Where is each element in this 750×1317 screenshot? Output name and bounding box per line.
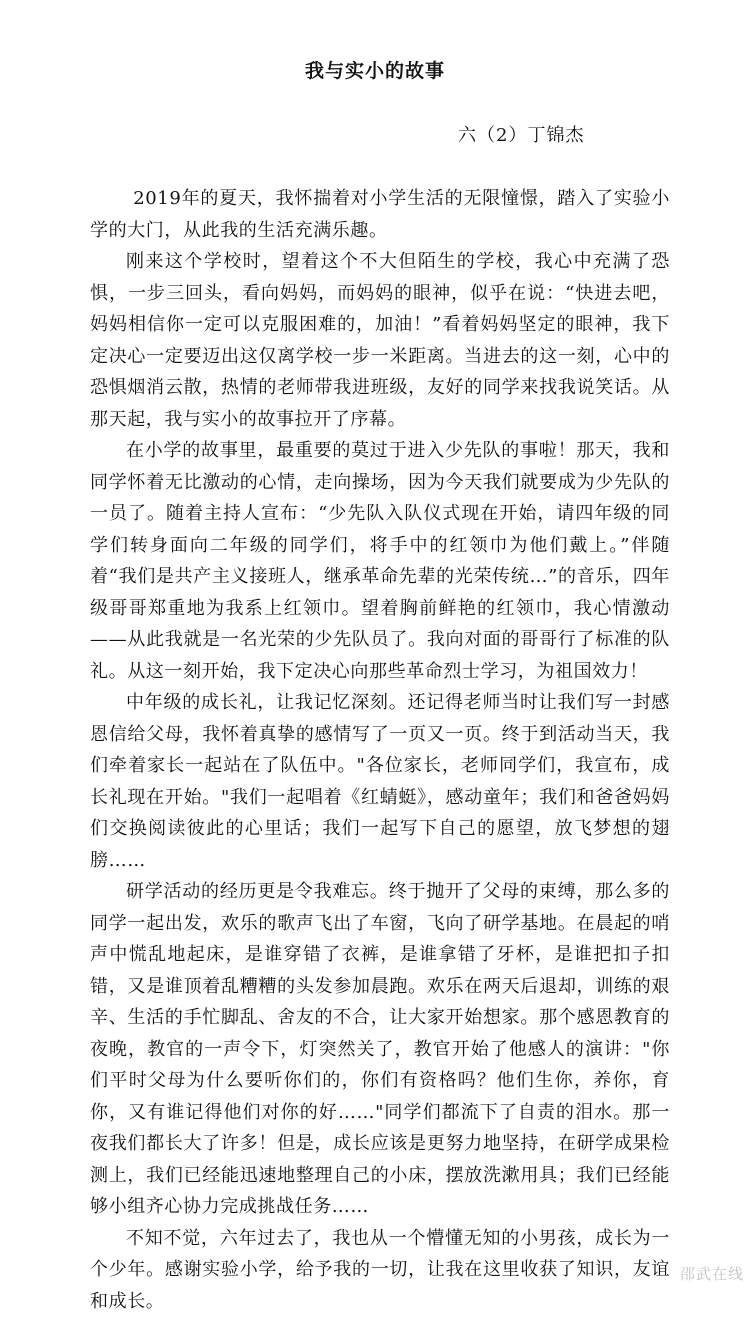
paragraph-5: 研学活动的经历更是令我难忘。终于抛开了父母的束缚，那么多的同学一起出发，欢乐的歌声飞出了车窗，飞向了研学基地。在晨起的哨声中慌乱地起床，是谁穿错了衣裤，是谁拿错了牙杯，是谁把扣子扣错，又是谁顶着乱糟糟的头发参加晨跑。欢乐在两天后退却，训练的艰辛、生活的手忙脚乱、舍友的不合，让大家开始想家。那个感恩教育的夜晚，教官的一声令下，灯突然关了，教官开始了他感人的演讲："你们平时父母为什么要听你们的，你们有资格吗？他们生你，养你，育你，又有谁记得他们对你的好……"同学们都流下了自责的泪水。那一夜我们都长大了许多！但是，成长应该是更努力地坚持，在研学成果检测上，我们已经能迅速地整理自己的小床，摆放洗漱用具；我们已经能够小组齐心协力完成挑战任务…… <box>90 876 670 1223</box>
author-line: 六（2）丁锦杰 <box>458 121 584 147</box>
paragraph-1: 2019年的夏天，我怀揣着对小学生活的无限憧憬，踏入了实验小学的大门，从此我的生活充满乐趣。 <box>90 183 670 246</box>
article-body <box>90 183 670 1317</box>
paragraph-3: 在小学的故事里，最重要的莫过于进入少先队的事啦！那天，我和同学怀着无比激动的心情，走向操场，因为今天我们就要成为少先队的一员了。随着主持人宣布：“少先队入队仪式现在开始，请四年级的同学们转身面向二年级的同学们，将手中的红领巾为他们戴上。”伴随着“我们是共产主义接班人，继承革命先辈的光荣传统…”的音乐，四年级哥哥郑重地为我系上红领巾。望着胸前鲜艳的红领巾，我心情激动——从此我就是一名光荣的少先队员了。我向对面的哥哥行了标准的队礼。从这一刻开始，我下定决心向那些革命烈士学习，为祖国效力！ <box>90 435 670 687</box>
paragraph-2: 刚来这个学校时，望着这个不大但陌生的学校，我心中充满了恐惧，一步三回头，看向妈妈，而妈妈的眼神，似乎在说：“快进去吧，妈妈相信你一定可以克服困难的，加油！”看着妈妈坚定的眼神，我下定决心一定要迈出这仅离学校一步一米距离。当进去的这一刻，心中的恐惧烟消云散，热情的老师带我进班级，友好的同学来找我说笑话。从那天起，我与实小的故事拉开了序幕。 <box>90 246 670 435</box>
watermark: 邵武在线 <box>680 1263 744 1284</box>
document-title: 我与实小的故事 <box>0 56 750 83</box>
paragraph-4: 中年级的成长礼，让我记忆深刻。还记得老师当时让我们写一封感恩信给父母，我怀着真挚的感情写了一页又一页。终于到活动当天，我们牵着家长一起站在了队伍中。"各位家长，老师同学们，我宣布，成长礼现在开始。"我们一起唱着《红蜻蜓》，感动童年；我们和爸爸妈妈们交换阅读彼此的心里话；我们一起写下自己的愿望，放飞梦想的翅膀…… <box>90 687 670 876</box>
paragraph-6: 不知不觉，六年过去了，我也从一个懵懂无知的小男孩，成长为一个少年。感谢实验小学，给予我的一切，让我在这里收获了知识，友谊和成长。 <box>90 1223 670 1317</box>
